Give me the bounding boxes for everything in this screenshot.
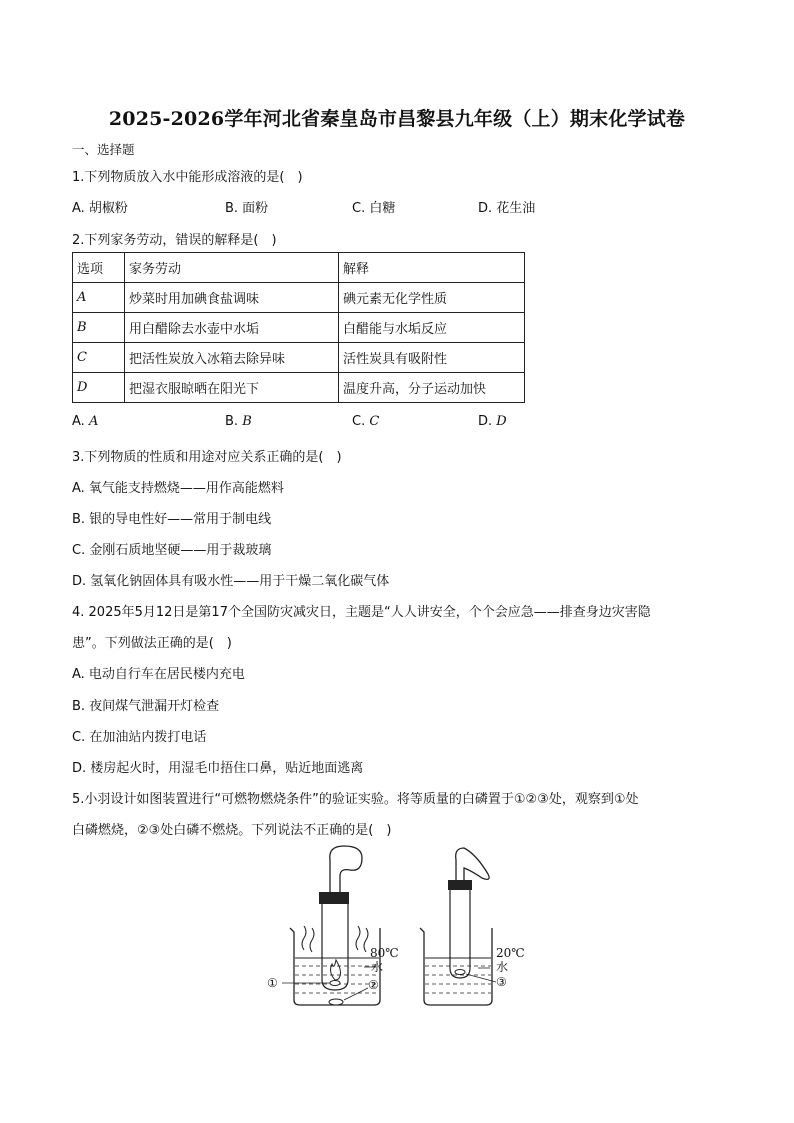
q1-option-a: A. 胡椒粉	[72, 201, 128, 216]
q2-table	[72, 252, 525, 403]
q3-option-d: D. 氢氧化钠固体具有吸水性——用于干燥二氧化碳气体	[72, 574, 390, 589]
table-cell-option: B	[73, 313, 125, 343]
option-value: B	[242, 414, 252, 429]
table-cell-option: D	[73, 373, 125, 403]
option-prefix: B.	[225, 414, 243, 429]
steam-icon	[364, 928, 368, 952]
q1-option-c: C. 白糖	[352, 201, 396, 216]
white-phosphorus-2	[329, 999, 343, 1005]
left-water-label: 水	[371, 960, 384, 974]
option-value: C	[369, 414, 380, 429]
mark-3: ③	[496, 975, 507, 989]
table-cell-option: C	[73, 343, 125, 373]
left-apparatus	[267, 846, 399, 1005]
question-5-stem-line1: 5.小羽设计如图装置进行“可燃物燃烧条件”的验证实验。将等质量的白磷置于①②③处，观察到①处	[72, 792, 639, 807]
q4-option-b: B. 夜间煤气泄漏开灯检查	[72, 699, 220, 714]
q3-option-a: A. 氧气能支持燃烧——用作高能燃料	[72, 481, 284, 496]
q4-option-c: C. 在加油站内拨打电话	[72, 730, 207, 745]
table-cell-option: A	[73, 283, 125, 313]
section-heading: 一、选择题	[72, 142, 135, 157]
mark-2: ②	[368, 978, 379, 992]
table-cell-explanation: 温度升高，分子运动加快	[339, 373, 525, 403]
flame-icon	[331, 960, 341, 980]
steam-icon	[356, 926, 360, 950]
q2-option-a	[72, 414, 98, 429]
stopper-icon	[319, 892, 349, 904]
question-5-stem-line2: 白磷燃烧，②③处白磷不燃烧。下列说法不正确的是( )	[72, 823, 392, 838]
question-1-stem: 1.下列物质放入水中能形成溶液的是( )	[72, 170, 303, 185]
table-cell-explanation: 白醋能与水垢反应	[339, 313, 525, 343]
beaker-icon	[420, 928, 492, 1005]
table-cell-task: 把活性炭放入冰箱去除异味	[125, 343, 339, 373]
question-4-stem-line1: 4. 2025年5月12日是第17个全国防灾减灾日，主题是“人人讲安全，个个会应急——排查身边灾害隐	[72, 605, 651, 620]
q2-option-c	[352, 414, 379, 429]
balloon-icon	[456, 848, 489, 882]
table-cell-task: 把湿衣服晾晒在阳光下	[125, 373, 339, 403]
q4-option-a: A. 电动自行车在居民楼内充电	[72, 667, 245, 682]
q4-option-d: D. 楼房起火时，用湿毛巾捂住口鼻，贴近地面逃离	[72, 761, 364, 776]
option-value: D	[496, 414, 507, 429]
q3-option-c: C. 金刚石质地坚硬——用于裁玻璃	[72, 543, 272, 558]
q3-option-b: B. 银的导电性好——常用于制电线	[72, 512, 272, 527]
white-phosphorus-1	[330, 981, 340, 986]
right-water-label: 水	[496, 960, 509, 974]
left-temp-label: 80℃	[370, 946, 399, 960]
table-header-row	[73, 253, 525, 283]
steam-icon	[310, 928, 314, 952]
table-row	[73, 313, 525, 343]
table-header-cell: 选项	[73, 253, 125, 283]
option-prefix: C.	[352, 414, 370, 429]
white-phosphorus-3	[455, 970, 465, 975]
question-3-stem: 3.下列物质的性质和用途对应关系正确的是( )	[72, 450, 342, 465]
test-tube-icon	[322, 904, 348, 990]
leader-line	[344, 988, 368, 1000]
experiment-figure	[260, 840, 530, 1020]
q2-option-b	[225, 414, 252, 429]
q1-option-b: B. 面粉	[225, 201, 269, 216]
balloon-icon	[330, 846, 362, 895]
table-cell-explanation: 活性炭具有吸附性	[339, 343, 525, 373]
mark-1: ①	[267, 976, 278, 990]
table-row	[73, 283, 525, 313]
table-header-cell: 家务劳动	[125, 253, 339, 283]
right-temp-label: 20℃	[496, 946, 525, 960]
stopper-icon	[448, 880, 472, 890]
table-header-cell: 解释	[339, 253, 525, 283]
right-apparatus	[420, 848, 525, 1005]
table-cell-explanation: 碘元素无化学性质	[339, 283, 525, 313]
exam-title: 2025-2026学年河北省秦皇岛市昌黎县九年级（上）期末化学试卷	[108, 108, 686, 130]
table-row	[73, 373, 525, 403]
table-row	[73, 343, 525, 373]
q1-option-d: D. 花生油	[478, 201, 536, 216]
q2-option-d	[478, 414, 507, 429]
table-cell-task: 炒菜时用加碘食盐调味	[125, 283, 339, 313]
option-prefix: D.	[478, 414, 497, 429]
option-value: A	[88, 414, 99, 429]
question-2-stem: 2.下列家务劳动，错误的解释是( )	[72, 233, 277, 248]
option-prefix: A.	[72, 414, 89, 429]
question-4-stem-line2: 患”。下列做法正确的是( )	[72, 636, 232, 651]
test-tube-icon	[450, 890, 470, 978]
steam-icon	[302, 926, 306, 950]
table-cell-task: 用白醋除去水壶中水垢	[125, 313, 339, 343]
